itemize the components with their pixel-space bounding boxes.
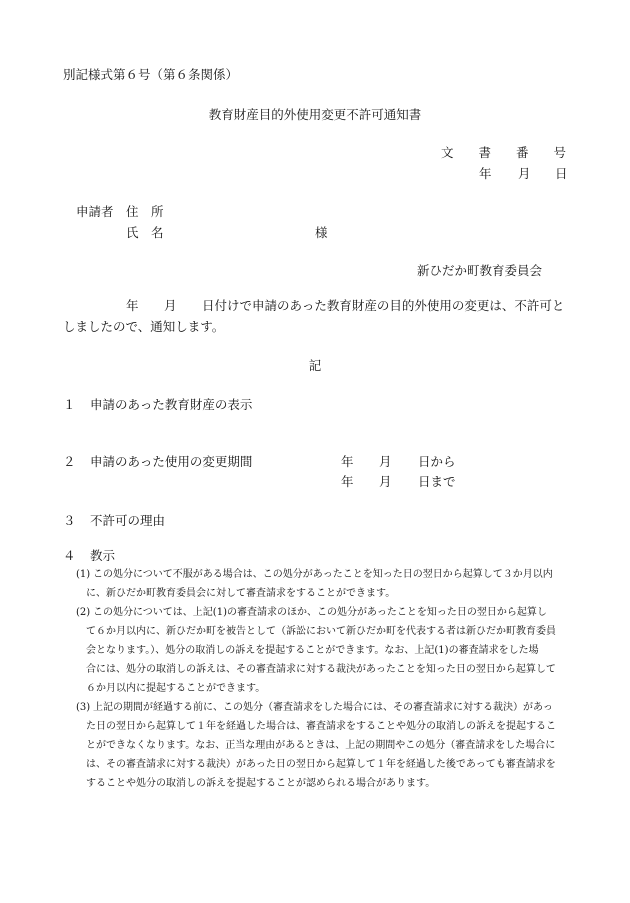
item-4-text: 教示 bbox=[90, 548, 116, 563]
note-3-line: 上記の期間が経過する前に、この処分（審査請求をした場合には、その審査請求に対する裁決）があっ bbox=[93, 702, 553, 713]
date-day: 日 bbox=[555, 166, 568, 181]
period-from-day: 日から bbox=[418, 454, 456, 469]
body-year: 年 bbox=[126, 298, 139, 313]
note-3-line: とができなくなります。なお、正当な理由があるときは、上記の期間やこの処分（審査請求をした場合に bbox=[86, 740, 556, 751]
period-to-day: 日まで bbox=[418, 474, 456, 489]
note-3-line: は、その審査請求に対する裁決）があった日の翌日から起算して１年を経過した後であっても審査請求を bbox=[86, 759, 556, 770]
document-title: 教育財産目的外使用変更不許可通知書 bbox=[208, 107, 422, 122]
note-2-line: 会となります。）、処分の取消しの訴えを提起することができます。なお、上記(1)の審査請求をした場 bbox=[86, 645, 539, 656]
period-from-month: 月 bbox=[379, 454, 392, 469]
applicant-label: 申請者 bbox=[76, 204, 114, 219]
item-1-text: 申請のあった教育財産の表示 bbox=[90, 397, 253, 412]
note-2-marker: (2) bbox=[76, 607, 91, 618]
body-line2: しましたので、通知します。 bbox=[63, 319, 225, 334]
period-from-year: 年 bbox=[341, 454, 354, 469]
note-2-line: 合には、処分の取消しの訴えは、その審査請求に対する裁決があったことを知った日の翌日から起算して bbox=[86, 664, 556, 675]
note-3-line: することや処分の取消しの訴えを提起することが認められる場合があります。 bbox=[86, 778, 436, 789]
note-2-line: て６か月以内に、新ひだか町を被告として（訴訟において新ひだか町を代表する者は新ひだか町教育委員 bbox=[86, 626, 556, 637]
note-2-line: この処分については、上記(1)の審査請求のほか、この処分があったことを知った日の翌日から起算し bbox=[93, 607, 547, 618]
item-3-text: 不許可の理由 bbox=[90, 513, 166, 528]
issuer: 新ひだか町教育委員会 bbox=[416, 263, 542, 278]
name-label: 氏 名 bbox=[126, 225, 164, 240]
date-year: 年 bbox=[479, 166, 492, 181]
note-3-marker: (3) bbox=[76, 702, 91, 713]
note-1-line: に、新ひだか町教育委員会に対して審査請求をすることができます。 bbox=[86, 588, 396, 599]
item-2-text: 申請のあった使用の変更期間 bbox=[90, 454, 253, 469]
item-1-number: １ bbox=[63, 397, 76, 412]
ki-heading: 記 bbox=[308, 358, 322, 373]
note-1-marker: (1) bbox=[76, 569, 91, 580]
item-4-number: ４ bbox=[63, 548, 76, 563]
note-1-line: この処分について不服がある場合は、この処分があったことを知った日の翌日から起算して３か月以内 bbox=[93, 569, 553, 580]
document-number: 文 書 番 号 bbox=[440, 145, 566, 160]
body-paragraph bbox=[0, 296, 630, 336]
note-2-line: ６か月以内に提起することができます。 bbox=[86, 683, 266, 694]
period-to-month: 月 bbox=[379, 474, 392, 489]
address-label: 住 所 bbox=[126, 204, 164, 219]
date-month: 月 bbox=[518, 166, 531, 181]
body-line1: 日付けで申請のあった教育財産の目的外使用の変更は、不許可と bbox=[202, 298, 565, 313]
honorific: 様 bbox=[315, 225, 328, 240]
item-2-number: ２ bbox=[63, 454, 76, 469]
period-to-year: 年 bbox=[341, 474, 354, 489]
body-month: 月 bbox=[164, 298, 177, 313]
item-3-number: ３ bbox=[63, 513, 76, 528]
form-label: 別記様式第６号（第６条関係） bbox=[63, 67, 239, 82]
note-3-line: た日の翌日から起算して１年を経過した場合は、審査請求をすることや処分の取消しの訴えを提起するこ bbox=[86, 721, 556, 732]
